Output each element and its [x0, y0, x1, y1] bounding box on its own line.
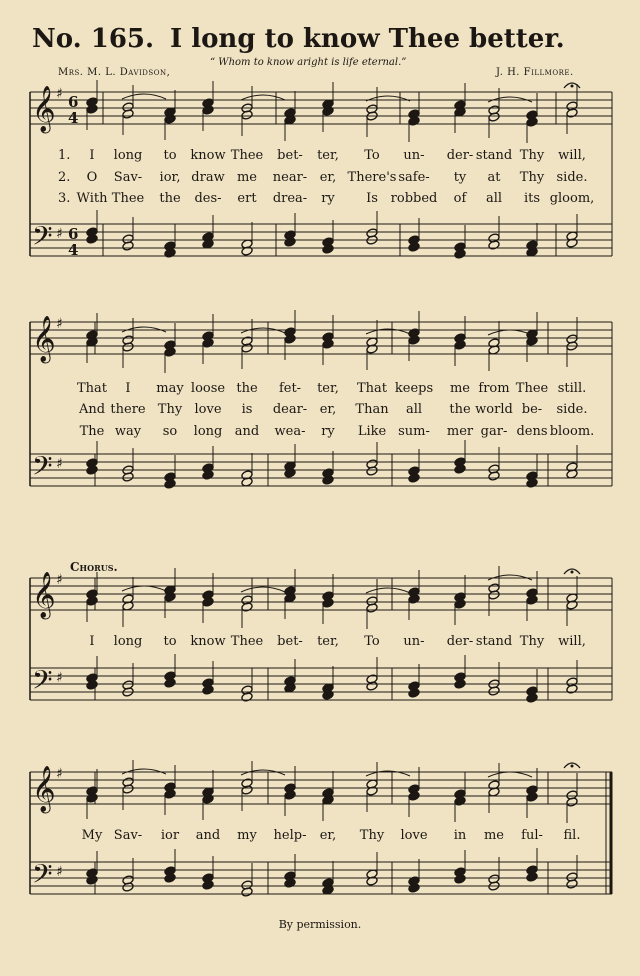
tie	[366, 588, 410, 593]
tie	[488, 772, 532, 777]
lyric-syllable: the	[236, 381, 258, 396]
lyric-syllable: Thee	[111, 191, 145, 206]
lyric-syllable: ter,	[317, 381, 339, 396]
lyric-syllable: its	[523, 191, 541, 206]
hymn-composer: J. H. Fillmore.	[496, 67, 574, 78]
lyric-syllable: me	[483, 828, 505, 843]
lyric-syllable: ry	[321, 191, 335, 206]
lyric-syllable: know	[190, 148, 226, 163]
key-signature-sharp: ♯	[56, 766, 63, 782]
lyric-syllable: That	[76, 381, 108, 396]
lyric-syllable: Thy	[157, 402, 183, 417]
lyric-syllable: To	[364, 148, 380, 163]
lyric-syllable: sum-	[398, 424, 430, 439]
lyric-syllable: way	[114, 424, 142, 439]
tie	[122, 94, 166, 99]
lyric-syllable: I	[89, 634, 95, 649]
lyric-syllable: side.	[556, 170, 588, 185]
tie	[241, 95, 285, 100]
lyric-syllable: dens	[516, 424, 548, 439]
lyric-syllable: love	[194, 402, 222, 417]
lyric-syllable: will,	[558, 634, 586, 649]
lyric-syllable: still.	[557, 381, 587, 396]
verse-number: 2.	[58, 170, 71, 185]
lyric-syllable: fil.	[563, 828, 581, 843]
lyric-line	[0, 148, 640, 166]
lyric-syllable: drea-	[272, 191, 308, 206]
lyric-syllable: me	[449, 381, 471, 396]
fermata-dot	[571, 85, 574, 88]
lyric-line	[0, 402, 640, 420]
lyric-syllable: be-	[521, 402, 543, 417]
tie	[488, 330, 532, 335]
lyric-syllable: bet-	[277, 148, 303, 163]
treble-clef: 𝄞	[32, 86, 56, 132]
key-signature-sharp: ♯	[56, 456, 63, 472]
lyric-line	[0, 828, 640, 846]
bass-clef: 𝄢	[32, 858, 53, 896]
lyric-syllable: To	[364, 634, 380, 649]
lyric-syllable: un-	[403, 634, 425, 649]
hymn-author: Mrs. M. L. Davidson,	[58, 67, 171, 78]
lyric-syllable: mer	[446, 424, 474, 439]
lyric-syllable: help-	[273, 828, 307, 843]
time-signature: 6	[68, 93, 79, 111]
bass-clef: 𝄢	[32, 450, 53, 488]
music-score	[0, 80, 640, 940]
lyric-syllable: all	[485, 191, 503, 206]
lyric-syllable: ter,	[317, 634, 339, 649]
lyric-line	[0, 381, 640, 399]
lyric-syllable: ert	[237, 191, 257, 206]
lyric-syllable: des-	[194, 191, 222, 206]
lyric-syllable: Sav-	[113, 828, 143, 843]
lyric-syllable: is	[241, 402, 253, 417]
lyric-syllable: to	[163, 634, 177, 649]
lyric-syllable: long	[113, 634, 143, 649]
fermata-dot	[571, 571, 574, 574]
key-signature-sharp: ♯	[56, 864, 63, 880]
lyric-syllable: safe-	[398, 170, 430, 185]
hymn-number: No. 165.	[32, 24, 155, 54]
lyric-syllable: will,	[558, 148, 586, 163]
lyric-syllable: er,	[319, 828, 337, 843]
lyric-syllable: Thy	[519, 170, 545, 185]
verse-number: 3.	[58, 191, 71, 206]
lyric-syllable: stand	[475, 634, 513, 649]
lyric-syllable: I	[125, 381, 131, 396]
lyric-syllable: to	[163, 148, 177, 163]
lyric-syllable: Than	[355, 402, 389, 417]
lyric-syllable: loose	[190, 381, 226, 396]
chorus-label: Chorus.	[70, 560, 118, 574]
key-signature-sharp: ♯	[56, 670, 63, 686]
lyric-syllable: may	[156, 381, 184, 396]
lyric-line	[0, 170, 640, 188]
lyric-syllable: the	[159, 191, 181, 206]
bass-clef: 𝄢	[32, 664, 53, 702]
lyric-syllable: der-	[446, 634, 474, 649]
fermata-dot	[571, 765, 574, 768]
lyric-syllable: ior	[160, 828, 180, 843]
lyric-syllable: me	[236, 170, 258, 185]
lyric-line	[0, 191, 640, 209]
lyric-syllable: robbed	[390, 191, 438, 206]
lyric-syllable: side.	[556, 402, 588, 417]
lyric-syllable: and	[234, 424, 260, 439]
treble-clef: 𝄞	[32, 766, 56, 812]
lyric-syllable: in	[453, 828, 467, 843]
lyric-syllable: ior,	[159, 170, 181, 185]
lyric-syllable: long	[193, 424, 223, 439]
lyric-syllable: bloom.	[549, 424, 595, 439]
lyric-syllable: world	[475, 402, 513, 417]
lyric-syllable: Thee	[230, 634, 264, 649]
lyric-syllable: ry	[321, 424, 335, 439]
lyric-syllable: O	[86, 170, 98, 185]
hymn-header	[0, 0, 640, 90]
lyric-syllable: Thy	[519, 634, 545, 649]
time-signature: 6	[68, 225, 79, 243]
lyric-syllable: long	[113, 148, 143, 163]
lyric-syllable: stand	[475, 148, 513, 163]
lyric-syllable: I	[89, 148, 95, 163]
lyric-syllable: all	[405, 402, 423, 417]
lyric-syllable: ful-	[521, 828, 543, 843]
lyric-syllable: With	[76, 191, 108, 206]
lyric-syllable: bet-	[277, 634, 303, 649]
lyric-line	[0, 634, 640, 652]
verse-number: 1.	[58, 148, 71, 163]
lyric-syllable: Thee	[515, 381, 549, 396]
lyric-syllable: My	[81, 828, 103, 843]
lyric-syllable: know	[190, 634, 226, 649]
lyric-line	[0, 424, 640, 442]
lyric-syllable: my	[237, 828, 257, 843]
lyric-syllable: at	[487, 170, 501, 185]
lyric-syllable: dear-	[272, 402, 308, 417]
lyric-syllable: draw	[191, 170, 225, 185]
lyric-syllable: the	[449, 402, 471, 417]
key-signature-sharp: ♯	[56, 316, 63, 332]
lyric-syllable: of	[453, 191, 467, 206]
lyric-syllable: keeps	[394, 381, 434, 396]
lyric-syllable: love	[400, 828, 428, 843]
lyric-syllable: fet-	[278, 381, 302, 396]
lyric-syllable: Sav-	[113, 170, 143, 185]
key-signature-sharp: ♯	[56, 572, 63, 588]
lyric-syllable: Thy	[359, 828, 385, 843]
lyric-syllable: gloom,	[549, 191, 595, 206]
lyric-syllable: er,	[319, 170, 337, 185]
treble-clef: 𝄞	[32, 316, 56, 362]
lyric-syllable: The	[79, 424, 105, 439]
lyric-syllable: near-	[272, 170, 308, 185]
lyric-syllable: der-	[446, 148, 474, 163]
lyric-syllable: And	[78, 402, 106, 417]
hymn-epigraph: “ Whom to know aright is life eternal.”	[210, 57, 407, 68]
lyric-syllable: wea-	[274, 424, 306, 439]
treble-clef: 𝄞	[32, 572, 56, 618]
bass-clef: 𝄢	[32, 220, 53, 258]
time-signature: 4	[68, 109, 79, 127]
key-signature-sharp: ♯	[56, 86, 63, 102]
lyric-syllable: so	[162, 424, 178, 439]
lyric-syllable: and	[195, 828, 221, 843]
tie	[122, 586, 166, 591]
hymn-title: I long to know Thee better.	[170, 24, 565, 54]
lyric-syllable: un-	[403, 148, 425, 163]
lyric-syllable: There's	[347, 170, 397, 185]
lyric-syllable: Thee	[230, 148, 264, 163]
lyric-syllable: Like	[357, 424, 387, 439]
lyric-syllable: Thy	[519, 148, 545, 163]
lyric-syllable: gar-	[480, 424, 508, 439]
lyric-syllable: That	[356, 381, 388, 396]
key-signature-sharp: ♯	[56, 226, 63, 242]
tie	[241, 587, 285, 592]
lyric-syllable: ter,	[317, 148, 339, 163]
lyric-syllable: Is	[366, 191, 378, 206]
lyric-syllable: ty	[453, 170, 467, 185]
lyric-syllable: there	[110, 402, 146, 417]
lyric-syllable: er,	[319, 402, 337, 417]
time-signature: 4	[68, 241, 79, 259]
permission-note: By permission.	[278, 918, 362, 931]
lyric-syllable: from	[478, 381, 510, 396]
